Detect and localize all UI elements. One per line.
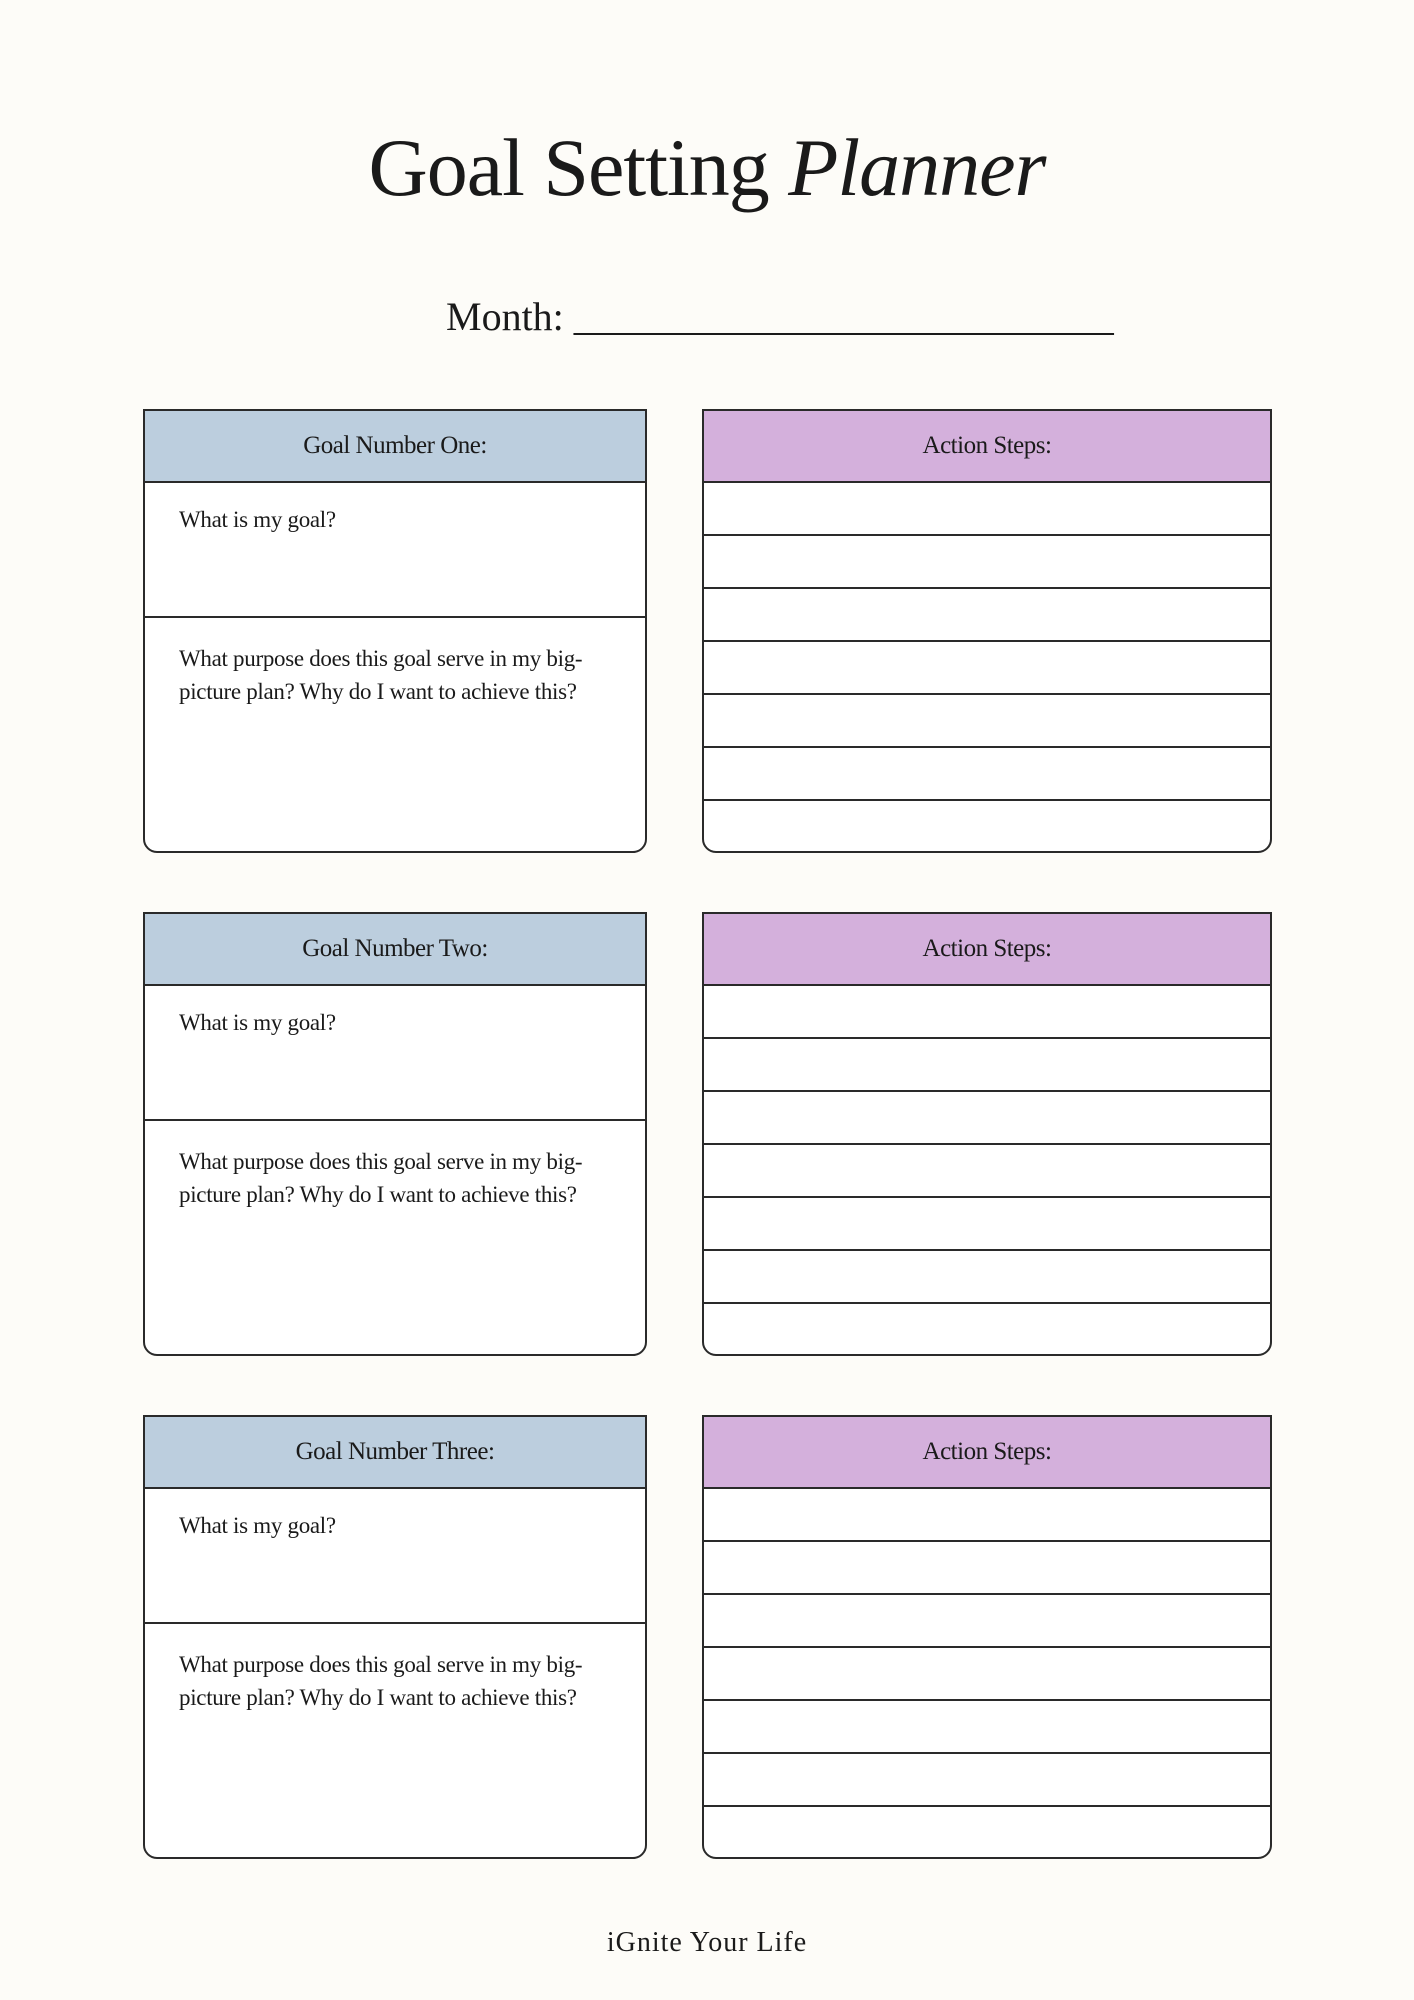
- action-step-line[interactable]: [704, 1039, 1270, 1092]
- action-step-line[interactable]: [704, 589, 1270, 642]
- action-step-line[interactable]: [704, 1595, 1270, 1648]
- title-accent: Planner: [788, 122, 1046, 213]
- action-step-line[interactable]: [704, 748, 1270, 801]
- action-step-line[interactable]: [704, 695, 1270, 748]
- action-step-line[interactable]: [704, 986, 1270, 1039]
- page-title: [0, 118, 1414, 218]
- action-step-line[interactable]: [704, 1198, 1270, 1251]
- goal-question-what[interactable]: What is my goal?: [145, 483, 645, 618]
- goal-question-purpose[interactable]: What purpose does this goal serve in my big-picture plan? Why do I want to achieve this?: [179, 1149, 583, 1207]
- action-step-line[interactable]: [704, 536, 1270, 589]
- action-steps-header: Action Steps:: [704, 914, 1270, 986]
- action-steps-header: Action Steps:: [704, 411, 1270, 483]
- action-step-line[interactable]: [704, 1251, 1270, 1304]
- footer-brand: iGnite Your Life: [606, 1927, 808, 1958]
- action-step-line[interactable]: [704, 1807, 1270, 1859]
- action-step-line[interactable]: [704, 1489, 1270, 1542]
- action-step-line[interactable]: [704, 801, 1270, 853]
- goal-card-three: [143, 1415, 647, 1859]
- action-step-line[interactable]: [704, 1754, 1270, 1807]
- action-step-line[interactable]: [704, 483, 1270, 536]
- action-steps-card-two: [702, 912, 1272, 1356]
- action-steps-header: Action Steps:: [704, 1417, 1270, 1489]
- title-main: Goal Setting: [368, 122, 769, 213]
- action-step-line[interactable]: [704, 1648, 1270, 1701]
- goal-question-what[interactable]: What is my goal?: [145, 986, 645, 1121]
- goal-header: Goal Number One:: [145, 411, 645, 483]
- goal-card-two: [143, 912, 647, 1356]
- action-step-line[interactable]: [704, 1701, 1270, 1754]
- goal-header: Goal Number Three:: [145, 1417, 645, 1489]
- goal-question-purpose[interactable]: What purpose does this goal serve in my big-picture plan? Why do I want to achieve this?: [179, 646, 583, 704]
- action-steps-card-three: [702, 1415, 1272, 1859]
- action-step-line[interactable]: [704, 1304, 1270, 1356]
- goal-question-what[interactable]: What is my goal?: [145, 1489, 645, 1624]
- month-field[interactable]: Month: ___________________________: [446, 294, 1114, 339]
- action-steps-card-one: [702, 409, 1272, 853]
- goal-question-purpose[interactable]: What purpose does this goal serve in my big-picture plan? Why do I want to achieve this?: [179, 1652, 583, 1710]
- action-step-line[interactable]: [704, 1145, 1270, 1198]
- goal-card-one: [143, 409, 647, 853]
- action-step-line[interactable]: [704, 1542, 1270, 1595]
- goal-header: Goal Number Two:: [145, 914, 645, 986]
- action-step-line[interactable]: [704, 642, 1270, 695]
- action-step-line[interactable]: [704, 1092, 1270, 1145]
